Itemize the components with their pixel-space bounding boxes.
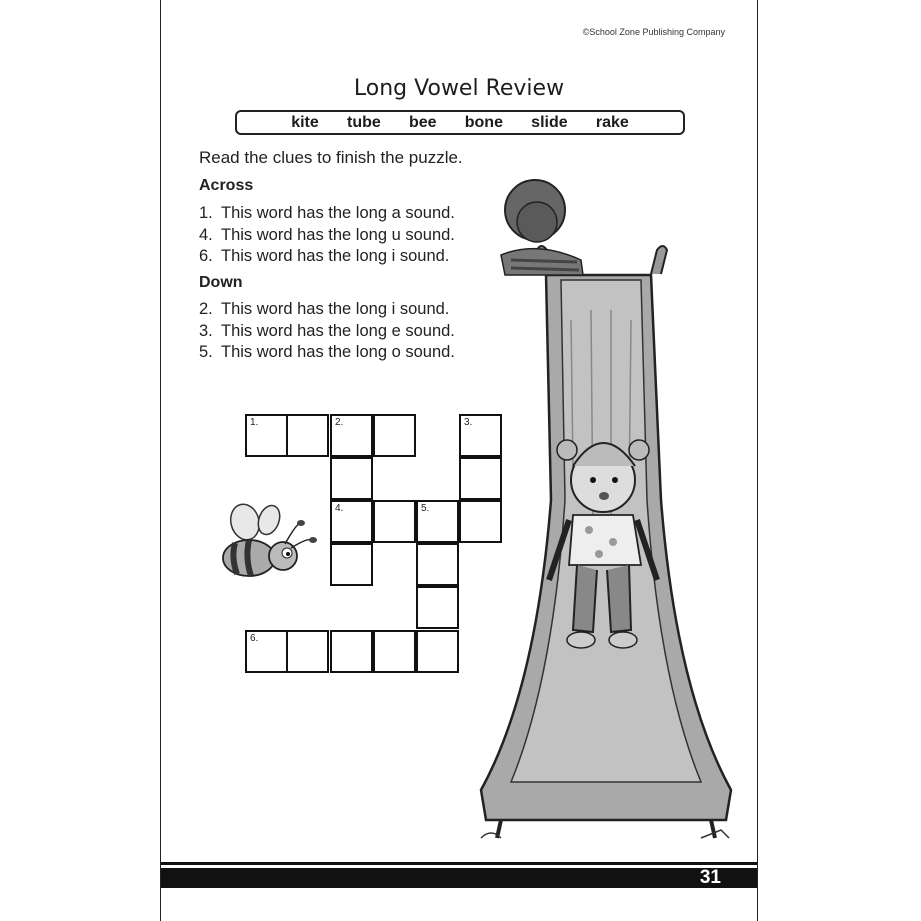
across-clue: 1. This word has the long a sound. <box>199 204 455 222</box>
down-clue: 3. This word has the long e sound. <box>199 322 455 340</box>
across-clue: 4. This word has the long u sound. <box>199 226 455 244</box>
across-clue: 6. This word has the long i sound. <box>199 247 450 265</box>
page-number: 31 <box>699 867 721 888</box>
crossword-cell[interactable] <box>416 630 459 673</box>
crossword-cell[interactable] <box>330 630 373 673</box>
slide-illustration <box>461 170 751 842</box>
down-clue: 5. This word has the long o sound. <box>199 343 455 361</box>
word-bank <box>235 110 685 135</box>
footer-bar <box>161 868 757 888</box>
across-heading: Across <box>199 177 254 194</box>
down-clue: 2. This word has the long i sound. <box>199 300 450 318</box>
crossword-cell[interactable]: 6. <box>245 630 288 673</box>
crossword-cell[interactable] <box>286 630 329 673</box>
word-bank-item: tube <box>346 113 381 131</box>
crossword-cell[interactable] <box>373 414 416 457</box>
crossword-cell[interactable] <box>416 586 459 629</box>
crossword-cell[interactable] <box>373 630 416 673</box>
word-bank-item: bee <box>408 113 437 131</box>
down-heading: Down <box>199 274 243 291</box>
crossword-cell[interactable]: 2. <box>330 414 373 457</box>
page-title: Long Vowel Review <box>353 76 565 101</box>
instructions: Read the clues to finish the puzzle. <box>199 148 463 167</box>
word-bank-item: slide <box>531 113 568 131</box>
footer-rule <box>161 862 757 865</box>
crossword-cell[interactable] <box>286 414 329 457</box>
workbook-page <box>160 0 758 921</box>
crossword-cell[interactable] <box>373 500 416 543</box>
word-bank-item: rake <box>595 113 629 131</box>
crossword-cell[interactable]: 1. <box>245 414 288 457</box>
crossword-cell[interactable]: 5. <box>416 500 459 543</box>
crossword-cell[interactable]: 4. <box>330 500 373 543</box>
word-bank-item: kite <box>291 113 319 131</box>
crossword-cell[interactable] <box>416 543 459 586</box>
crossword-cell[interactable]: 3. <box>459 414 502 457</box>
bee-illustration <box>215 498 325 590</box>
crossword-cell[interactable] <box>330 543 373 586</box>
word-bank-item: bone <box>464 113 503 131</box>
crossword-cell[interactable] <box>330 457 373 500</box>
copyright-notice: ©School Zone Publishing Company <box>582 27 725 37</box>
